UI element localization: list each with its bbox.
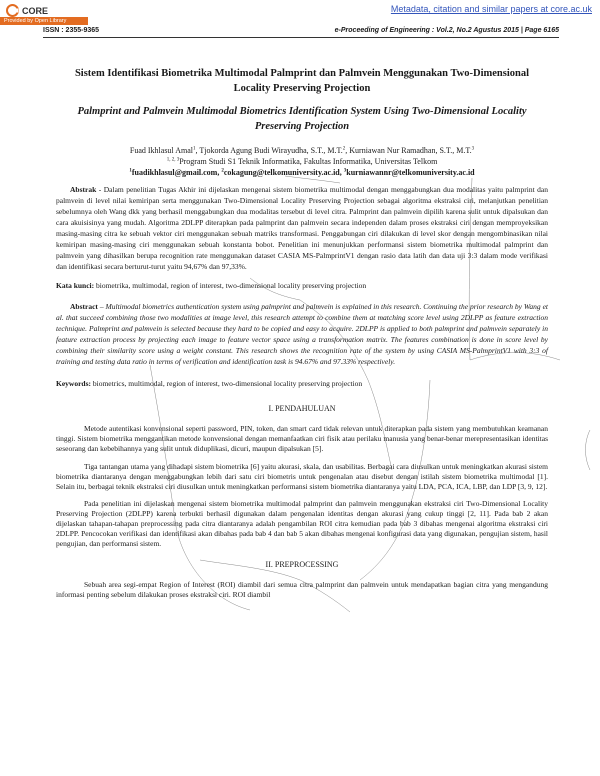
affiliation-sup: 1, 2, 3 (166, 157, 180, 163)
author-1-sup: 1 (192, 146, 196, 152)
affiliation (56, 156, 548, 167)
email-2-sup: 2 (221, 168, 224, 174)
author-emails (56, 167, 548, 178)
author-1: Fuad Ikhlasul Amal (129, 146, 193, 155)
journal-issn: ISSN : 2355-9365 (43, 27, 100, 34)
email-1[interactable]: fuadikhlasul@gmail.com, (131, 168, 222, 177)
email-1-sup: 1 (129, 168, 132, 174)
core-logo-icon (6, 4, 19, 17)
email-3[interactable]: kurniawannr@telkomuniversity.ac.id (346, 168, 475, 177)
section-heading-pendahuluan: I. PENDAHULUAN (268, 404, 336, 413)
keywords-label: Keywords: (56, 379, 91, 388)
provided-by-banner[interactable]: Provided by Open Library (0, 17, 88, 25)
title-indonesian: Sistem Identifikasi Biometrika Multimodal Palmprint dan Palmvein Menggunakan Two-Dimensional Locality Preserving Projection (74, 68, 530, 94)
section-heading-preprocessing: II. PREPROCESSING (265, 560, 339, 569)
body-paragraph: Pada penelitian ini dijelaskan mengenai sistem biometrika multimodal palmprint dan palmvein menggunakan ekstraksi ciri Two-Dimensional Locality Preserving Projection (2DLPP) karena terbukti berhasil digunakan dalam pengenalan identitas dengan akurasi yang cukup tinggi [2, 11]. Pada bab 2 akan dijelaskan tahapan-tahapan preprocessing pada citra diantaranya adalah pengambilan ROI citra kemudian pada bab 3 dibahas mengenai algoritma ekstraksi ciri 2DLPP. Pencocokan verifikasi dan identifikasi akan dibahas pada bab 4 dan bab 5 akan dibahas mengenai konfigurasi data yang digunakan, pengujian sistem, hasil pengujian, dan performansi sistem. (56, 499, 548, 548)
abstract-paragraph (56, 301, 548, 367)
title-english: Palmprint and Palmvein Multimodal Biometrics Identification System Using Two-Dimensional Locality Preserving Projection (77, 106, 527, 132)
body-paragraph: Tiga tantangan utama yang dihadapi sistem biometrika [6] yaitu akurasi, skala, dan usabilitas. Berbagai cara diusulkan untuk meningkatkan akurasi sistem biometrika diantaranya dengan menggabungkan lebih dari satu ciri biometris untuk pengenalan atau disebut dengan istilah sistem biometrika multimodal [1]. Selain itu, berbagai teknik ekstraksi ciri diusulkan untuk meningkatkan performansi sistem biometrika diantaranya yaitu LDA, PCA, ICA, LBP, dan LDP [3, 9, 12]. (56, 461, 548, 491)
body-paragraph: Sebuah area segi-empat Region of Interest (ROI) diambil dari semua citra palmprint dan palmvein untuk mendapatkan bagian citra yang mengandung informasi penting sebelum dilakukan proses ekstraksi ciri. ROI diambil (56, 580, 548, 599)
paper-body (56, 66, 548, 608)
email-2[interactable]: cokagung@telkomuniversity.ac.id, (223, 168, 344, 177)
kata-kunci-text: biometrika, multimodal, region of interest, two-dimensional locality preserving projection (94, 281, 367, 290)
author-list (56, 145, 548, 156)
journal-citation: e-Proceeding of Engineering : Vol.2, No.2 Agustus 2015 | Page 6165 (334, 27, 559, 34)
header-rule (43, 37, 559, 38)
core-header-bar (0, 0, 600, 22)
abstract-label: Abstract (70, 302, 98, 311)
core-logo[interactable] (6, 4, 48, 17)
core-metadata-link[interactable]: Metadata, citation and similar papers at core.ac.uk (390, 4, 592, 14)
core-brand: CORE (22, 5, 49, 16)
pen-stroke (585, 430, 590, 470)
author-2-sup: 2 (342, 146, 346, 152)
journal-header (43, 27, 559, 37)
abstrak-label: Abstrak (70, 185, 97, 194)
author-3-sup: 3 (471, 146, 475, 152)
keywords (56, 378, 548, 389)
author-3: , Kurniawan Nur Ramadhan, S.T., M.T. (345, 146, 472, 155)
affiliation-text: Program Studi S1 Teknik Informatika, Fakultas Informatika, Universitas Telkom (179, 157, 438, 166)
kata-kunci (56, 280, 548, 291)
abstract-text: – Multimodal biometrics authentication system using palmprint and palmvein is explained in this research. Continuing the prior research by Wang et al. that succeed combining those two modalities at image level, this research attempt to combine them at matching score level using 2DLPP as feature extraction technique. Palmprint and palmvein is selected because they hard to be copied and easy to acquire. 2DLPP is applied to both palmprint and palmvein separately in feature extraction process by projecting each image to feature vector space using a transformation matrix. The features combination is done in score level by combining their similarity score using a weight constant. This research shows the recognition rate of the system by using CASIA MS-PalmprintV1 with 3:3 of training and testing data ratio in terms of verification and identification task is 94.67% and 97.33% respectively. (56, 302, 548, 366)
abstrak-paragraph (56, 184, 548, 272)
author-2: , Tjokorda Agung Budi Wirayudha, S.T., M.T. (195, 146, 343, 155)
email-3-sup: 3 (343, 168, 347, 174)
abstrak-text: - Dalam penelitian Tugas Akhir ini dijelaskan mengenai sistem biometrika multimodal dengan menggabungkan dua modalitas yaitu palmprint dan palmvein di level nilai kemiripan serta menggunakan Two-Dimensional Locality Preserving Projection sebagai algoritma ekstraksi ciri, melanjutkan penelitian sebelumnya oleh Wang dkk yang berhasil menggabungkan dua modalitas tersebut di level citra. Palmprint dan palmvein dipilih karena sulit untuk dipalsukan dan cara akuisisinya yang mudah. Algoritma 2DLPP diterapkan pada palmprint dan palmvein secara independen dalam proses ekstraksi ciri dengan memproyeksikan masing-masing citra ke sebuah vektor ciri menggunakan sebuah matriks transformasi. Penggabungan ciri dilakukan di level skor dengan mengombinasikan nilai kemiripan masing-masing ciri menggunakan sebuah konstanta bobot. Penelitian ini menunjukkan performansi sistem biometrika multimodal palmprint dan palmvein yang dihasilkan berupa recognition rate menggunakan dataset CASIA MS-PalmprintV1 dengan rasio data latih dan data uji 3:3 dalam mode verifikasi dan identifikasi secara berturut-turut yaitu 94,67% dan 97,33%. (56, 185, 548, 271)
body-paragraph: Metode autentikasi konvensional seperti password, PIN, token, dan smart card tidak relevan untuk diterapkan pada sistem yang membutuhkan keamanan tinggi. Sistem biometrika menggantikan metode konvensional dengan memanfaatkan ciri fisik atau perilaku manusia yang benar-benar merepresentasikan identitas seseorang dan kebebihannya yang sulit untuk diduplikasi, dicuri, maupun dipalsukan [5]. (56, 424, 548, 453)
kata-kunci-label: Kata kunci: (56, 281, 95, 290)
keywords-text: biometrics, multimodal, region of interest, two-dimensional locality preserving projection (91, 379, 363, 388)
